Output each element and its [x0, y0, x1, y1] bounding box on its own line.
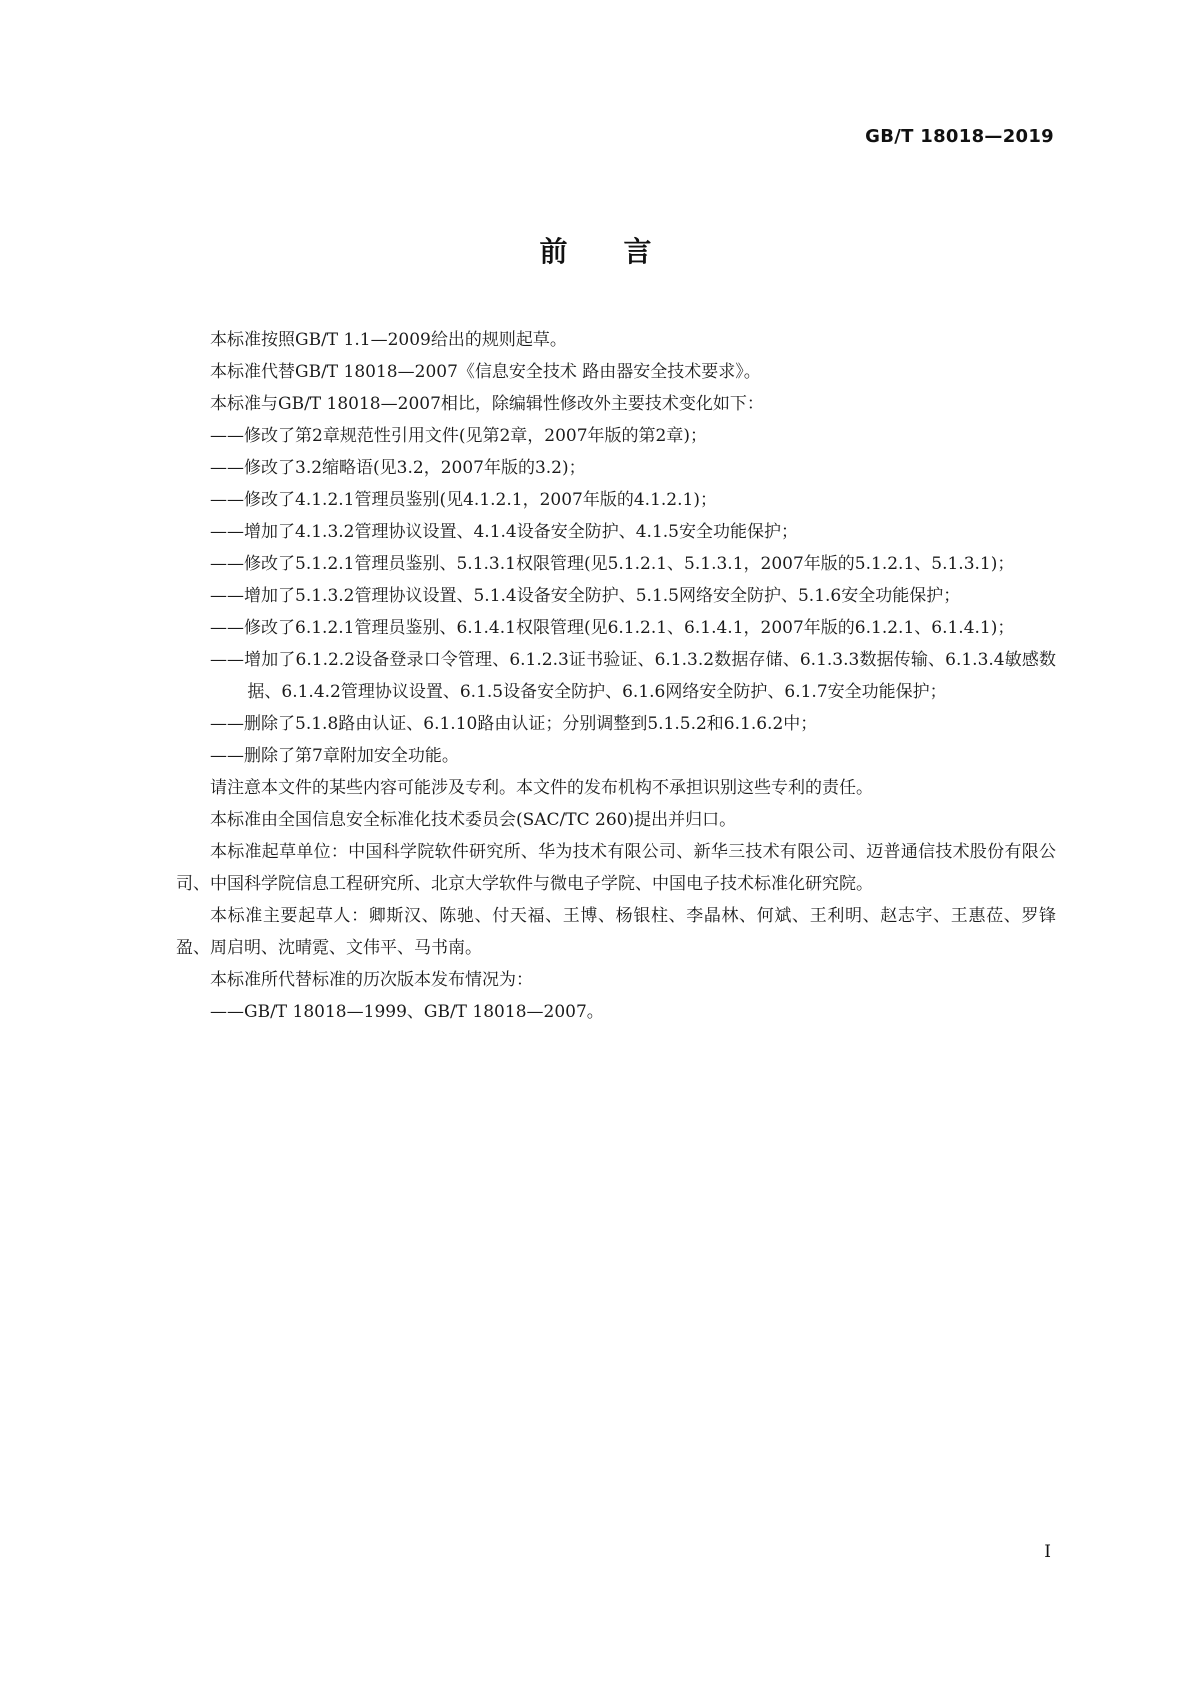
change-item: ——修改了4.1.2.1管理员鉴别(见4.1.2.1，2007年版的4.1.2.1)； [210, 490, 717, 510]
paragraph-drafting-rules: 本标准按照GB/T 1.1—2009给出的规则起草。 [210, 330, 567, 350]
change-item: ——增加了5.1.3.2管理协议设置、5.1.4设备安全防护、5.1.5网络安全防护、5.1.6安全功能保护； [210, 586, 961, 606]
change-item: ——删除了5.1.8路由认证、6.1.10路由认证；分别调整到5.1.5.2和6.1.6.2中； [210, 714, 818, 734]
page-title: 前言 [539, 235, 708, 268]
change-item: ——修改了第2章规范性引用文件(见第2章，2007年版的第2章)； [210, 426, 707, 446]
change-item: ——修改了5.1.2.1管理员鉴别、5.1.3.1权限管理(见5.1.2.1、5.1.3.1，2007年版的5.1.2.1、5.1.3.1)； [210, 554, 1015, 574]
standard-code: GB/T 18018—2019 [865, 126, 1054, 147]
change-item: ——修改了3.2缩略语(见3.2，2007年版的3.2)； [210, 458, 586, 478]
change-item: ——增加了6.1.2.2设备登录口令管理、6.1.2.3证书验证、6.1.3.2数据存储、6.1.3.3数据传输、6.1.3.4敏感数据、6.1.4.2管理协议设置、6.1.5设备安全防护、6.1.6网络安全防护、6.1.7安全功能保护； [210, 650, 1056, 702]
paragraph-history-intro: 本标准所代替标准的历次版本发布情况为： [210, 970, 533, 990]
history-item: ——GB/T 18018—1999、GB/T 18018—2007。 [210, 1002, 604, 1022]
paragraph-changes-intro: 本标准与GB/T 18018—2007相比，除编辑性修改外主要技术变化如下： [210, 394, 764, 414]
change-item: ——增加了4.1.3.2管理协议设置、4.1.4设备安全防护、4.1.5安全功能保护； [210, 522, 798, 542]
page-number: I [1044, 1542, 1051, 1562]
paragraph-replaces: 本标准代替GB/T 18018—2007《信息安全技术 路由器安全技术要求》。 [210, 362, 761, 382]
change-item: ——删除了第7章附加安全功能。 [210, 746, 459, 766]
paragraph-patent-notice: 请注意本文件的某些内容可能涉及专利。本文件的发布机构不承担识别这些专利的责任。 [210, 778, 873, 798]
change-item: ——修改了6.1.2.1管理员鉴别、6.1.4.1权限管理(见6.1.2.1、6.1.4.1，2007年版的6.1.2.1、6.1.4.1)； [210, 618, 1015, 638]
paragraph-drafters: 本标准主要起草人：卿斯汉、陈驰、付天福、王博、杨银柱、李晶林、何斌、王利明、赵志宇、王惠莅、罗锋盈、周启明、沈晴霓、文伟平、马书南。 [176, 906, 1056, 958]
foreword-body [176, 324, 1056, 1028]
paragraph-proposer: 本标准由全国信息安全标准化技术委员会(SAC/TC 260)提出并归口。 [210, 810, 737, 830]
paragraph-drafting-units: 本标准起草单位：中国科学院软件研究所、华为技术有限公司、新华三技术有限公司、迈普通信技术股份有限公司、中国科学院信息工程研究所、北京大学软件与微电子学院、中国电子技术标准化研究院。 [176, 842, 1056, 894]
